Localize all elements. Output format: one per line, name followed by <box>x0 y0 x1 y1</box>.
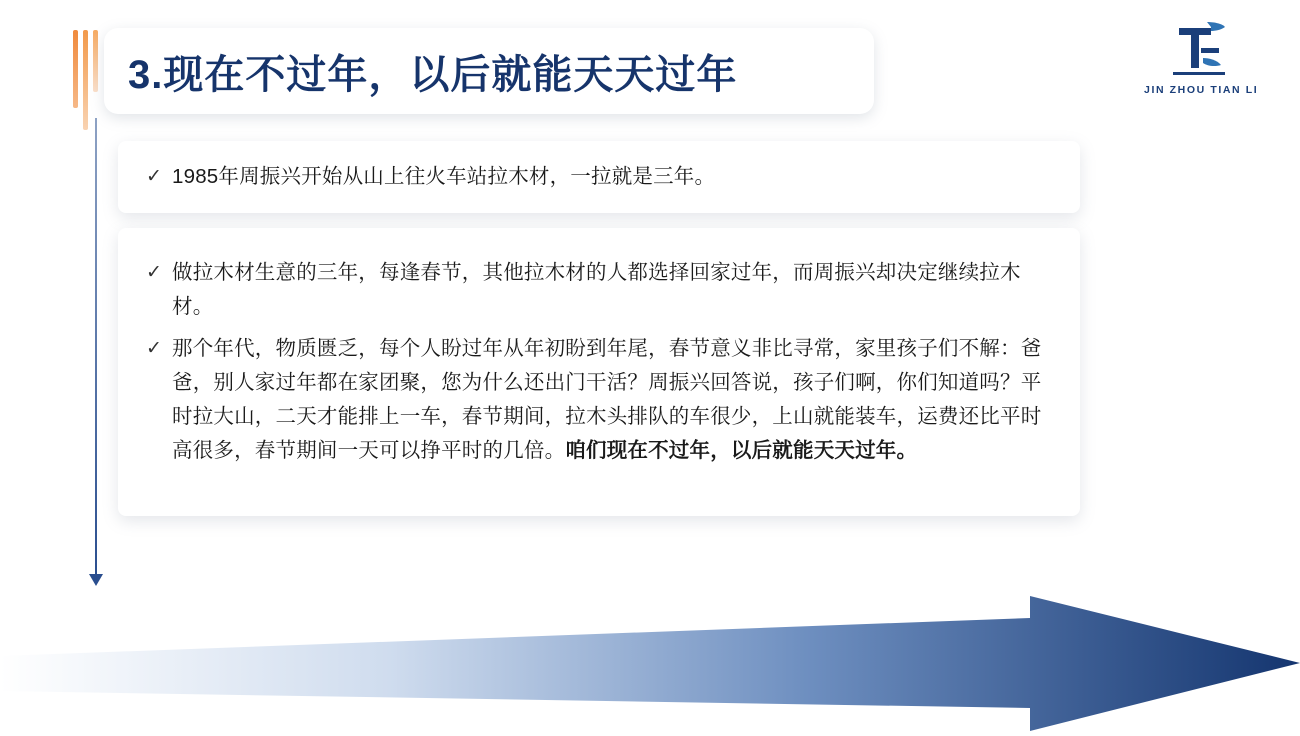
tianli-logo-mark-icon <box>1167 18 1231 78</box>
content-card-1 <box>118 141 1080 213</box>
check-icon: ✓ <box>146 262 162 283</box>
brand-logo-text: JIN ZHOU TIAN LI <box>1144 84 1259 96</box>
list-item-text-emphasis: 咱们现在不过年，以后就能天天过年。 <box>565 439 918 462</box>
title-accent-bars <box>73 30 98 130</box>
bottom-arrow-graphic <box>0 596 1300 731</box>
accent-bar-3 <box>93 30 98 92</box>
list-item <box>146 332 1052 468</box>
check-icon: ✓ <box>146 166 162 187</box>
content-card-2 <box>118 228 1080 516</box>
list-item <box>146 161 1052 193</box>
list-item-text: 1985年周振兴开始从山上往火车站拉木材，一拉就是三年。 <box>172 165 716 188</box>
list-item <box>146 256 1052 324</box>
list-item-text: 做拉木材生意的三年，每逢春节，其他拉木材的人都选择回家过年，而周振兴却决定继续拉木材。 <box>172 261 1021 318</box>
check-icon: ✓ <box>146 338 162 359</box>
timeline-line <box>95 118 97 578</box>
list-item-text <box>172 332 1052 468</box>
title-card <box>104 28 874 114</box>
accent-bar-1 <box>73 30 78 108</box>
accent-bar-2 <box>83 30 88 130</box>
timeline-arrow-icon <box>89 574 103 586</box>
brand-logo <box>1144 18 1259 96</box>
page-title: 3.现在不过年，以后就能天天过年 <box>128 52 738 97</box>
list-item-text-main: 那个年代，物质匮乏，每个人盼过年从年初盼到年尾，春节意义非比寻常，家里孩子们不解：爸爸，别人家过年都在家团聚，您为什么还出门干活？周振兴回答说，孩子们啊，你们知道吗？平时拉大山，二天才能排上一车，春节期间，拉木头排队的车很少，上山就能装车，运费还比平时高很多，春节期间一天可以挣平时的几倍。 <box>172 337 1042 462</box>
